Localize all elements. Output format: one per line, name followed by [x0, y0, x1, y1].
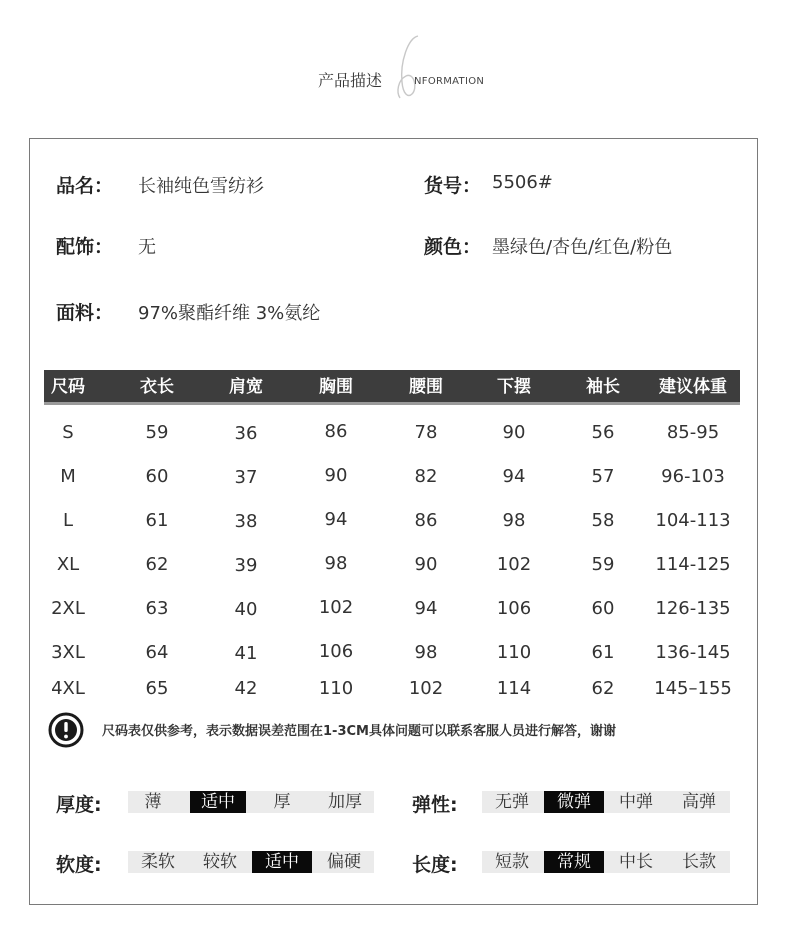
table-cell: 106	[318, 641, 354, 662]
table-cell: 65	[145, 678, 169, 699]
table-cell: 64	[145, 642, 169, 663]
softness-option-stiff: 偏硬	[327, 852, 361, 872]
size-table-header	[44, 370, 740, 405]
table-cell: 90	[414, 554, 438, 575]
elasticity-option-none: 无弹	[495, 792, 529, 812]
table-cell: 86	[324, 421, 348, 442]
table-cell: 102	[496, 554, 532, 575]
item-no-label: 货号：	[424, 175, 482, 197]
table-cell: 104-113	[655, 510, 731, 531]
swash-logo-icon	[378, 32, 438, 102]
table-cell: 78	[414, 422, 438, 443]
length-label: 长度:	[412, 854, 458, 876]
table-cell: 40	[234, 599, 258, 620]
table-cell: 63	[145, 598, 169, 619]
table-cell: 136-145	[655, 642, 731, 663]
softness-label: 软度:	[56, 854, 102, 876]
table-cell: 62	[145, 554, 169, 575]
table-cell: 114-125	[655, 554, 731, 575]
table-cell: 94	[324, 509, 348, 530]
table-cell: 96-103	[661, 466, 725, 487]
table-cell: 86	[414, 510, 438, 531]
table-cell: 98	[502, 510, 526, 531]
color-value: 墨绿色/杏色/红色/粉色	[492, 237, 673, 258]
elasticity-option-medium: 中弹	[619, 792, 653, 812]
table-cell: 106	[496, 598, 532, 619]
table-cell: 62	[591, 678, 615, 699]
table-cell: 98	[324, 553, 348, 574]
table-cell: 2XL	[51, 598, 85, 619]
table-cell: 59	[145, 422, 169, 443]
thickness-label: 厚度:	[56, 794, 102, 816]
length-option-short: 短款	[495, 852, 529, 872]
table-cell: 102	[408, 678, 444, 699]
table-cell: 110	[496, 642, 532, 663]
col-header-sleeve: 袖长	[586, 377, 620, 397]
item-no-value: 5506#	[492, 172, 553, 193]
table-cell: 58	[591, 510, 615, 531]
accessory-value: 无	[138, 237, 156, 258]
table-cell: 110	[318, 678, 354, 699]
table-cell: 90	[324, 465, 348, 486]
table-cell: 61	[145, 510, 169, 531]
table-cell: 98	[414, 642, 438, 663]
table-cell: 59	[591, 554, 615, 575]
table-cell: XL	[56, 554, 80, 575]
thickness-option-thin: 薄	[144, 792, 162, 812]
table-cell: M	[60, 466, 76, 487]
name-label: 品名：	[56, 175, 114, 197]
elasticity-option-slight-selected: 微弹	[544, 791, 604, 813]
table-cell: 145–155	[654, 678, 732, 699]
softness-option-medium-selected: 适中	[252, 851, 312, 873]
col-header-weight: 建议体重	[659, 377, 727, 397]
table-cell: 4XL	[51, 678, 85, 699]
col-header-shoulder: 肩宽	[229, 377, 263, 397]
col-header-waist: 腰围	[409, 377, 443, 397]
length-option-regular-selected: 常规	[544, 851, 604, 873]
fabric-value: 97%聚酯纤维 3%氨纶	[138, 303, 321, 324]
table-cell: 82	[414, 466, 438, 487]
color-label: 颜色：	[424, 236, 482, 258]
table-cell: 3XL	[51, 642, 85, 663]
thickness-option-extra-thick: 加厚	[328, 792, 362, 812]
table-cell: 36	[234, 423, 258, 444]
table-cell: 61	[591, 642, 615, 663]
thickness-option-thick: 厚	[273, 792, 291, 812]
table-cell: 41	[234, 643, 258, 664]
name-value: 长袖纯色雪纺衫	[138, 176, 264, 197]
exclamation-circle-icon	[48, 712, 84, 748]
thickness-option-medium-selected: 适中	[190, 791, 246, 813]
thickness-scale	[128, 791, 374, 813]
col-header-hem: 下摆	[497, 377, 531, 397]
softness-option-fairly-soft: 较软	[203, 852, 237, 872]
col-header-bust: 胸围	[319, 377, 353, 397]
section-header	[0, 30, 790, 110]
softness-option-soft: 柔软	[141, 852, 175, 872]
length-option-mid-long: 中长	[619, 852, 653, 872]
table-cell: S	[62, 422, 74, 443]
col-header-length: 衣长	[140, 377, 174, 397]
table-cell: 39	[234, 555, 258, 576]
elasticity-option-high: 高弹	[682, 792, 716, 812]
size-notice-text: 尺码表仅供参考，表示数据误差范围在1-3CM具体问题可以联系客服人员进行解答，谢谢	[102, 724, 616, 739]
table-cell: 56	[591, 422, 615, 443]
table-cell: 85-95	[666, 422, 720, 443]
table-cell: 94	[414, 598, 438, 619]
table-cell: 94	[502, 466, 526, 487]
elasticity-label: 弹性:	[412, 794, 458, 816]
fabric-label: 面料：	[56, 302, 114, 324]
table-cell: L	[62, 510, 74, 531]
table-cell: 60	[591, 598, 615, 619]
table-cell: 114	[496, 678, 532, 699]
length-scale	[482, 851, 730, 873]
table-cell: 102	[318, 597, 354, 618]
table-cell: 42	[234, 678, 258, 699]
col-header-size: 尺码	[51, 377, 85, 397]
softness-scale	[128, 851, 374, 873]
elasticity-scale	[482, 791, 730, 813]
table-cell: 90	[502, 422, 526, 443]
length-option-long: 长款	[682, 852, 716, 872]
table-cell: 38	[234, 511, 258, 532]
accessory-label: 配饰：	[56, 236, 114, 258]
table-cell: 57	[591, 466, 615, 487]
header-title-cn: 产品描述	[318, 71, 383, 90]
table-cell: 60	[145, 466, 169, 487]
table-cell: 126-135	[655, 598, 731, 619]
header-title-en: NFORMATION	[414, 76, 485, 87]
table-cell: 37	[234, 467, 258, 488]
